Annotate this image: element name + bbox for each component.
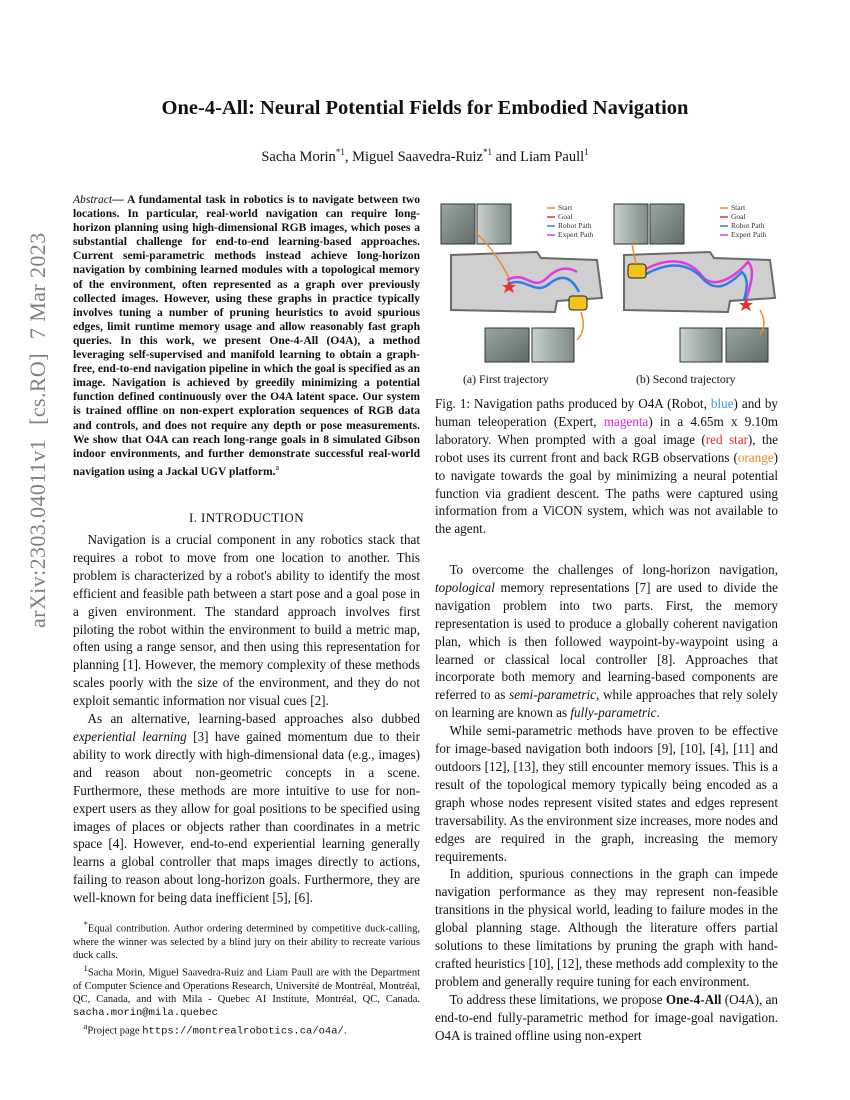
footnote-mark: a: [275, 462, 280, 472]
author-name: Miguel Saavedra-Ruiz: [352, 148, 483, 165]
author-separator: ,: [344, 148, 353, 165]
abstract-label: Abstract: [73, 194, 113, 206]
abstract: [73, 193, 420, 479]
panel-b: [610, 200, 780, 367]
footnotes: [73, 918, 420, 1039]
author-name: Sacha Morin: [261, 148, 336, 165]
arxiv-stamp: [25, 232, 51, 628]
arxiv-date: 7 Mar 2023: [25, 232, 50, 340]
camera-image: [441, 204, 475, 244]
subfigure-caption-b: (b) Second trajectory: [636, 372, 736, 386]
legend-label: Expert Path: [731, 230, 767, 239]
paragraph: While semi-parametric methods have proven to be effective for image-based navigation both indoors [9], [10], [4], [11] and outdoors [12], [13], they still encounter memory issues. This is a result of the topological memory typically being encoded as a graph whose nodes represent visited states and edges represent traversability. As the environment size increases, more nodes and edges are required in the graph, increasing the memory requirements.: [435, 723, 778, 864]
camera-image: [532, 328, 574, 362]
author-separator: and: [491, 148, 521, 165]
legend-label: Robot Path: [731, 221, 765, 230]
footnote: *Equal contribution. Author ordering determined by competitive duck-calling, where the winner was selected by a blind jury on their ability to recreate various duck calls.: [73, 919, 420, 961]
email-link[interactable]: sacha.morin@mila.quebec: [73, 1007, 218, 1020]
legend-label: Start: [731, 203, 746, 212]
abstract-text: — A fundamental task in robotics is to navigate between two locations. In particular, real-world navigation can require long-horizon planning using high-dimensional RGB images, which poses a substantial challenge for end-to-end learning-based approaches. Current semi-parametric methods instead achieve long-horizon navigation by combining learned modules with a topological memory of the environment, often represented as a graph over previously collected images. However, using these graphs in practice typically involves tuning a number of pruning heuristics to avoid spurious edges, limit runtime memory usage and allow reasonably fast graph queries. In this work, we present One-4-All (O4A), a method leveraging self-supervised and manifold learning to obtain a graph-free, end-to-end navigation pipeline in which the goal is specified as an image. Navigation is achieved by greedily minimizing a potential function defined continuously over the O4A latent space. Our system is trained offline on non-expert exploration sequences of RGB data and controls, and does not require any depth or pose measurements. We show that O4A can reach long-range goals in 8 simulated Gibson indoor environments, and further demonstrate successful real-world navigation using a Jackal UGV platform.: [73, 194, 420, 478]
right-column-body: [435, 561, 778, 1044]
camera-image: [485, 328, 529, 362]
author-name: Liam Paull: [520, 148, 585, 165]
paragraph: To address these limitations, we propose One-4-All (O4A), an end-to-end fully-parametric method for image-goal navigation. O4A is trained offline using non-expert: [435, 991, 779, 1043]
paper-title: One-4-All: Neural Potential Fields for Embodied Navigation: [161, 97, 689, 119]
figure-1-trajectories: [437, 200, 780, 367]
footnote: $^1$Sacha Morin, Miguel Saavedra-Ruiz and Liam Paull are with the Department of Computer Science and Operations Research, Université de Montréal, Montréal, QC, Canada, and with Mila - Quebec AI Institute, Montréal, QC, Canada. sacha.morin@mila.quebec: [73, 963, 420, 1020]
footnote: $^a$Project page https://montrealrobotics.ca/o4a/.: [83, 1021, 347, 1038]
paragraph: As an alternative, learning-based approaches also dubbed experiential learning [3] have gained momentum due to their ability to work directly with high-dimensional data (e.g., images) and reason about non-geometric concepts in a scene. Furthermore, these methods are more intuitive to use for non-expert users as they allow for goal positions to be specified using images of places or objects rather than coordinates in a metric space [4]. However, end-to-end experiential learning generally learns a global controller that maps images directly to actions, failing to reason about long-horizon goals. Furthermore, they are well-known for being data inefficient [5], [6].: [73, 711, 420, 906]
legend-label: Goal: [731, 212, 746, 221]
arxiv-id: arXiv:2303.04011v1: [25, 438, 50, 628]
robot-icon: [569, 296, 587, 310]
legend-label: Start: [558, 203, 573, 212]
author-affiliation-mark: *1: [335, 147, 345, 157]
camera-image: [680, 328, 722, 362]
paragraph: To overcome the challenges of long-horizon navigation, topological memory representations [7] are used to divide the navigation problem into two parts. First, the memory representation is used to produce a globally coherent navigation plan, which is then followed waypoint-by-waypoint using a learned or classical local controller [8]. Approaches that incorporate both memory and learning-based components are referred to as semi-parametric, while approaches that rely solely on learning are known as fully-parametric.: [435, 562, 778, 721]
project-url-link[interactable]: https://montrealrobotics.ca/o4a/: [142, 1025, 344, 1038]
arxiv-category: [cs.RO]: [25, 353, 50, 425]
left-column-body: [73, 531, 420, 907]
camera-image: [650, 204, 684, 244]
camera-image: [614, 204, 648, 244]
author-affiliation-mark: 1: [584, 147, 589, 157]
author-list: [0, 147, 850, 166]
panel-a: [437, 200, 607, 367]
legend-label: Robot Path: [558, 221, 592, 230]
subfigure-caption-a: (a) First trajectory: [463, 372, 549, 386]
paragraph: In addition, spurious connections in the graph can impede navigation performance as they may represent non-feasible transitions in the physical world, leading to failure modes in the global planning stage. Although the literature offers partial solutions to these limitations by pruning the graph with hand-crafted heuristics [10], [12], these methods add complexity to the problem and generally require tuning for each environment.: [435, 866, 778, 989]
legend-label: Expert Path: [558, 230, 594, 239]
figure-caption: Fig. 1: Navigation paths produced by O4A (Robot, blue) and by human teleoperation (Expert, magenta) in a 4.65m x 9.10m laboratory. When prompted with a goal image (red star), the robot uses its current front and back RGB observations (orange) to navigate towards the goal by minimizing a neural potential function via gradient descent. The paths were captured using information from a ViCON system, which was not available to the agent.: [435, 396, 779, 537]
author-affiliation-mark: *1: [482, 147, 492, 157]
legend-label: Goal: [558, 212, 573, 221]
camera-image: [726, 328, 768, 362]
section-heading: I. INTRODUCTION: [188, 510, 305, 525]
robot-icon: [628, 264, 646, 278]
paragraph: Navigation is a crucial component in any robotics stack that requires a robot to move from one location to another. This problem is characterized by a robot's ability to identify the most efficient and feasible path between a start pose and a goal pose in a given environment. The standard approach involves first piloting the robot within the environment to build a metric map, often using a range sensor, and then using this representation for planning [1]. However, the memory complexity of these methods scales poorly with the size of the environment, and they do not exploit semantic information nor visual cues [2].: [73, 532, 420, 709]
